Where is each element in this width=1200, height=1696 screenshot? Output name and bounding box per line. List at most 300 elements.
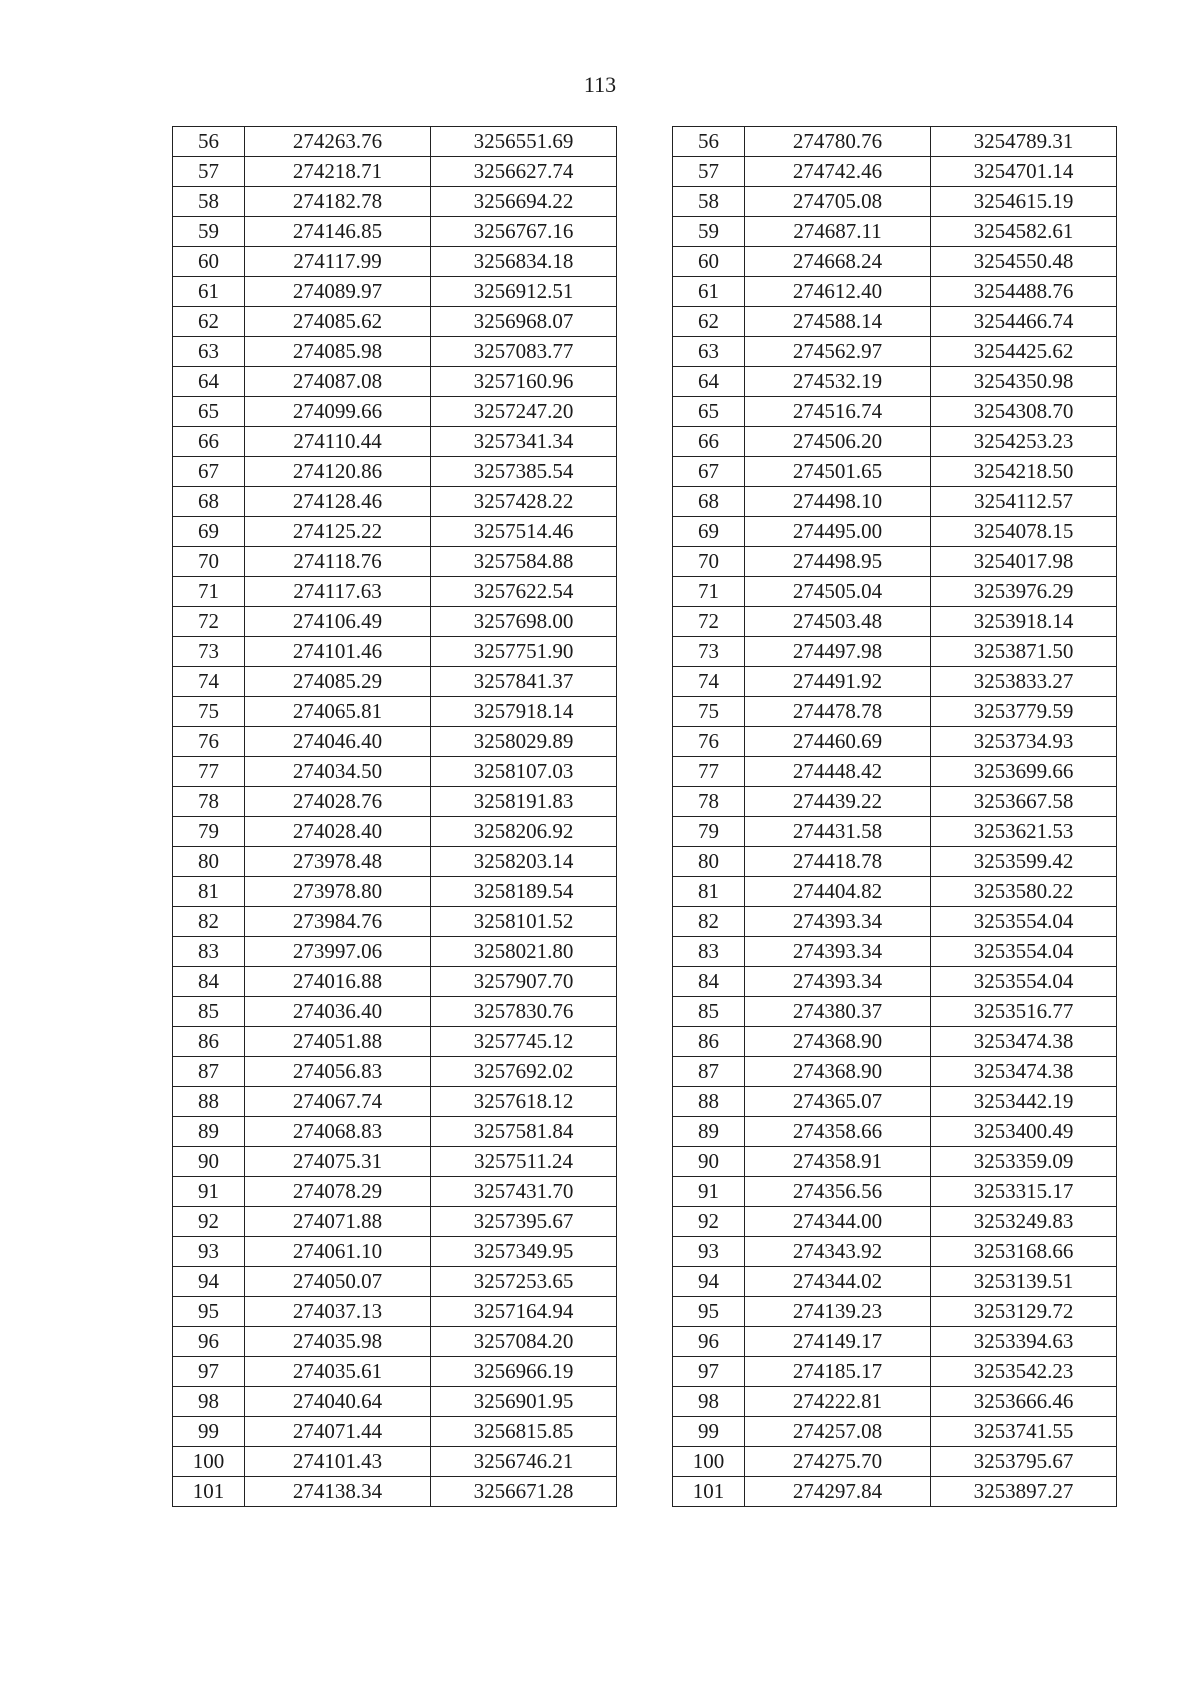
left-x-coordinate-cell: 274106.49 <box>245 607 431 637</box>
column-gap <box>617 817 673 847</box>
column-gap <box>617 1237 673 1267</box>
right-x-coordinate-cell: 274344.02 <box>745 1267 931 1297</box>
column-gap <box>617 667 673 697</box>
left-point-number-cell: 83 <box>173 937 245 967</box>
left-y-coordinate-cell: 3257160.96 <box>431 367 617 397</box>
right-y-coordinate-cell: 3254466.74 <box>931 307 1117 337</box>
right-point-number-cell: 63 <box>673 337 745 367</box>
left-y-coordinate-cell: 3257581.84 <box>431 1117 617 1147</box>
left-y-coordinate-cell: 3257584.88 <box>431 547 617 577</box>
right-x-coordinate-cell: 274368.90 <box>745 1057 931 1087</box>
column-gap <box>617 877 673 907</box>
table-row <box>173 1237 1117 1267</box>
left-x-coordinate-cell: 274125.22 <box>245 517 431 547</box>
column-gap <box>617 757 673 787</box>
left-y-coordinate-cell: 3256767.16 <box>431 217 617 247</box>
left-point-number-cell: 86 <box>173 1027 245 1057</box>
right-point-number-cell: 84 <box>673 967 745 997</box>
right-y-coordinate-cell: 3253779.59 <box>931 697 1117 727</box>
right-y-coordinate-cell: 3253871.50 <box>931 637 1117 667</box>
left-point-number-cell: 69 <box>173 517 245 547</box>
right-point-number-cell: 56 <box>673 127 745 157</box>
column-gap <box>617 1117 673 1147</box>
left-y-coordinate-cell: 3257083.77 <box>431 337 617 367</box>
right-point-number-cell: 74 <box>673 667 745 697</box>
right-y-coordinate-cell: 3253168.66 <box>931 1237 1117 1267</box>
left-point-number-cell: 57 <box>173 157 245 187</box>
column-gap <box>617 457 673 487</box>
column-gap <box>617 1477 673 1507</box>
left-y-coordinate-cell: 3257431.70 <box>431 1177 617 1207</box>
left-y-coordinate-cell: 3257164.94 <box>431 1297 617 1327</box>
left-point-number-cell: 60 <box>173 247 245 277</box>
table-row <box>173 1147 1117 1177</box>
right-point-number-cell: 66 <box>673 427 745 457</box>
right-point-number-cell: 92 <box>673 1207 745 1237</box>
right-point-number-cell: 86 <box>673 1027 745 1057</box>
right-x-coordinate-cell: 274742.46 <box>745 157 931 187</box>
right-y-coordinate-cell: 3253542.23 <box>931 1357 1117 1387</box>
table-row <box>173 307 1117 337</box>
left-point-number-cell: 97 <box>173 1357 245 1387</box>
right-x-coordinate-cell: 274505.04 <box>745 577 931 607</box>
left-point-number-cell: 93 <box>173 1237 245 1267</box>
right-y-coordinate-cell: 3253516.77 <box>931 997 1117 1027</box>
table-row <box>173 127 1117 157</box>
left-x-coordinate-cell: 274117.63 <box>245 577 431 607</box>
right-point-number-cell: 67 <box>673 457 745 487</box>
right-y-coordinate-cell: 3254308.70 <box>931 397 1117 427</box>
column-gap <box>617 1327 673 1357</box>
table-row <box>173 937 1117 967</box>
left-x-coordinate-cell: 273984.76 <box>245 907 431 937</box>
right-x-coordinate-cell: 274185.17 <box>745 1357 931 1387</box>
column-gap <box>617 937 673 967</box>
table-row <box>173 1417 1117 1447</box>
right-point-number-cell: 64 <box>673 367 745 397</box>
right-y-coordinate-cell: 3254112.57 <box>931 487 1117 517</box>
left-x-coordinate-cell: 274085.98 <box>245 337 431 367</box>
right-y-coordinate-cell: 3253139.51 <box>931 1267 1117 1297</box>
table-row <box>173 1387 1117 1417</box>
left-y-coordinate-cell: 3257622.54 <box>431 577 617 607</box>
table-row <box>173 187 1117 217</box>
left-x-coordinate-cell: 274110.44 <box>245 427 431 457</box>
right-point-number-cell: 88 <box>673 1087 745 1117</box>
right-y-coordinate-cell: 3253580.22 <box>931 877 1117 907</box>
table-row <box>173 1477 1117 1507</box>
right-x-coordinate-cell: 274460.69 <box>745 727 931 757</box>
right-x-coordinate-cell: 274358.91 <box>745 1147 931 1177</box>
left-y-coordinate-cell: 3256671.28 <box>431 1477 617 1507</box>
right-x-coordinate-cell: 274139.23 <box>745 1297 931 1327</box>
left-x-coordinate-cell: 274028.40 <box>245 817 431 847</box>
left-point-number-cell: 81 <box>173 877 245 907</box>
table-row <box>173 247 1117 277</box>
right-y-coordinate-cell: 3253400.49 <box>931 1117 1117 1147</box>
table-row <box>173 1267 1117 1297</box>
table-row <box>173 547 1117 577</box>
table-row <box>173 577 1117 607</box>
left-x-coordinate-cell: 274099.66 <box>245 397 431 427</box>
column-gap <box>617 487 673 517</box>
right-point-number-cell: 101 <box>673 1477 745 1507</box>
left-x-coordinate-cell: 274065.81 <box>245 697 431 727</box>
table-row <box>173 1447 1117 1477</box>
left-y-coordinate-cell: 3256746.21 <box>431 1447 617 1477</box>
left-point-number-cell: 72 <box>173 607 245 637</box>
right-y-coordinate-cell: 3254615.19 <box>931 187 1117 217</box>
right-point-number-cell: 75 <box>673 697 745 727</box>
right-point-number-cell: 68 <box>673 487 745 517</box>
table-row <box>173 1117 1117 1147</box>
right-point-number-cell: 96 <box>673 1327 745 1357</box>
left-point-number-cell: 65 <box>173 397 245 427</box>
right-y-coordinate-cell: 3254078.15 <box>931 517 1117 547</box>
right-y-coordinate-cell: 3253129.72 <box>931 1297 1117 1327</box>
table-row <box>173 1297 1117 1327</box>
right-x-coordinate-cell: 274448.42 <box>745 757 931 787</box>
right-y-coordinate-cell: 3253897.27 <box>931 1477 1117 1507</box>
right-point-number-cell: 71 <box>673 577 745 607</box>
right-x-coordinate-cell: 274393.34 <box>745 967 931 997</box>
right-y-coordinate-cell: 3253976.29 <box>931 577 1117 607</box>
right-point-number-cell: 81 <box>673 877 745 907</box>
left-x-coordinate-cell: 274046.40 <box>245 727 431 757</box>
table-row <box>173 1027 1117 1057</box>
right-x-coordinate-cell: 274516.74 <box>745 397 931 427</box>
column-gap <box>617 967 673 997</box>
right-point-number-cell: 91 <box>673 1177 745 1207</box>
right-y-coordinate-cell: 3253599.42 <box>931 847 1117 877</box>
table-row <box>173 427 1117 457</box>
right-point-number-cell: 82 <box>673 907 745 937</box>
left-x-coordinate-cell: 274138.34 <box>245 1477 431 1507</box>
right-y-coordinate-cell: 3253474.38 <box>931 1057 1117 1087</box>
right-point-number-cell: 89 <box>673 1117 745 1147</box>
right-y-coordinate-cell: 3254017.98 <box>931 547 1117 577</box>
table-row <box>173 1207 1117 1237</box>
left-y-coordinate-cell: 3257751.90 <box>431 637 617 667</box>
left-y-coordinate-cell: 3257841.37 <box>431 667 617 697</box>
right-x-coordinate-cell: 274343.92 <box>745 1237 931 1267</box>
left-y-coordinate-cell: 3258029.89 <box>431 727 617 757</box>
left-point-number-cell: 85 <box>173 997 245 1027</box>
left-point-number-cell: 77 <box>173 757 245 787</box>
left-y-coordinate-cell: 3256912.51 <box>431 277 617 307</box>
table-row <box>173 997 1117 1027</box>
left-point-number-cell: 76 <box>173 727 245 757</box>
left-x-coordinate-cell: 274071.44 <box>245 1417 431 1447</box>
right-x-coordinate-cell: 274404.82 <box>745 877 931 907</box>
left-y-coordinate-cell: 3256966.19 <box>431 1357 617 1387</box>
right-y-coordinate-cell: 3253359.09 <box>931 1147 1117 1177</box>
right-x-coordinate-cell: 274705.08 <box>745 187 931 217</box>
right-point-number-cell: 77 <box>673 757 745 787</box>
left-x-coordinate-cell: 274040.64 <box>245 1387 431 1417</box>
left-y-coordinate-cell: 3257692.02 <box>431 1057 617 1087</box>
table-row <box>173 1177 1117 1207</box>
left-point-number-cell: 71 <box>173 577 245 607</box>
left-point-number-cell: 80 <box>173 847 245 877</box>
left-point-number-cell: 66 <box>173 427 245 457</box>
left-point-number-cell: 78 <box>173 787 245 817</box>
left-point-number-cell: 87 <box>173 1057 245 1087</box>
left-point-number-cell: 63 <box>173 337 245 367</box>
right-x-coordinate-cell: 274501.65 <box>745 457 931 487</box>
table-row <box>173 217 1117 247</box>
right-x-coordinate-cell: 274498.10 <box>745 487 931 517</box>
column-gap <box>617 1417 673 1447</box>
table-row <box>173 907 1117 937</box>
left-x-coordinate-cell: 274050.07 <box>245 1267 431 1297</box>
right-x-coordinate-cell: 274497.98 <box>745 637 931 667</box>
right-x-coordinate-cell: 274365.07 <box>745 1087 931 1117</box>
right-point-number-cell: 62 <box>673 307 745 337</box>
table-row <box>173 637 1117 667</box>
left-point-number-cell: 64 <box>173 367 245 397</box>
left-x-coordinate-cell: 274034.50 <box>245 757 431 787</box>
right-y-coordinate-cell: 3253795.67 <box>931 1447 1117 1477</box>
column-gap <box>617 1027 673 1057</box>
column-gap <box>617 1447 673 1477</box>
left-y-coordinate-cell: 3256694.22 <box>431 187 617 217</box>
column-gap <box>617 1297 673 1327</box>
left-x-coordinate-cell: 274037.13 <box>245 1297 431 1327</box>
table-row <box>173 667 1117 697</box>
left-x-coordinate-cell: 274056.83 <box>245 1057 431 1087</box>
right-point-number-cell: 76 <box>673 727 745 757</box>
left-point-number-cell: 91 <box>173 1177 245 1207</box>
right-y-coordinate-cell: 3253621.53 <box>931 817 1117 847</box>
right-x-coordinate-cell: 274439.22 <box>745 787 931 817</box>
table-row <box>173 877 1117 907</box>
left-x-coordinate-cell: 274263.76 <box>245 127 431 157</box>
right-y-coordinate-cell: 3253699.66 <box>931 757 1117 787</box>
table-row <box>173 697 1117 727</box>
column-gap <box>617 217 673 247</box>
left-point-number-cell: 99 <box>173 1417 245 1447</box>
column-gap <box>617 997 673 1027</box>
right-x-coordinate-cell: 274532.19 <box>745 367 931 397</box>
left-y-coordinate-cell: 3258191.83 <box>431 787 617 817</box>
left-y-coordinate-cell: 3257247.20 <box>431 397 617 427</box>
left-x-coordinate-cell: 274128.46 <box>245 487 431 517</box>
left-y-coordinate-cell: 3256901.95 <box>431 1387 617 1417</box>
table-row <box>173 1357 1117 1387</box>
right-y-coordinate-cell: 3254253.23 <box>931 427 1117 457</box>
left-point-number-cell: 95 <box>173 1297 245 1327</box>
left-point-number-cell: 61 <box>173 277 245 307</box>
right-x-coordinate-cell: 274431.58 <box>745 817 931 847</box>
right-x-coordinate-cell: 274503.48 <box>745 607 931 637</box>
left-x-coordinate-cell: 274035.98 <box>245 1327 431 1357</box>
left-x-coordinate-cell: 274035.61 <box>245 1357 431 1387</box>
table-row <box>173 277 1117 307</box>
column-gap <box>617 307 673 337</box>
column-gap <box>617 1177 673 1207</box>
right-point-number-cell: 58 <box>673 187 745 217</box>
right-y-coordinate-cell: 3254789.31 <box>931 127 1117 157</box>
column-gap <box>617 547 673 577</box>
right-x-coordinate-cell: 274668.24 <box>745 247 931 277</box>
table-row <box>173 157 1117 187</box>
left-y-coordinate-cell: 3257511.24 <box>431 1147 617 1177</box>
column-gap <box>617 337 673 367</box>
right-x-coordinate-cell: 274588.14 <box>745 307 931 337</box>
left-point-number-cell: 98 <box>173 1387 245 1417</box>
right-y-coordinate-cell: 3253666.46 <box>931 1387 1117 1417</box>
left-x-coordinate-cell: 274218.71 <box>245 157 431 187</box>
right-x-coordinate-cell: 274393.34 <box>745 937 931 967</box>
table-row <box>173 787 1117 817</box>
table-row <box>173 1087 1117 1117</box>
column-gap <box>617 1357 673 1387</box>
right-point-number-cell: 100 <box>673 1447 745 1477</box>
right-y-coordinate-cell: 3253554.04 <box>931 937 1117 967</box>
left-x-coordinate-cell: 274101.46 <box>245 637 431 667</box>
left-point-number-cell: 89 <box>173 1117 245 1147</box>
column-gap <box>617 1387 673 1417</box>
right-point-number-cell: 80 <box>673 847 745 877</box>
left-point-number-cell: 73 <box>173 637 245 667</box>
coordinates-table-body <box>173 127 1117 1507</box>
left-point-number-cell: 67 <box>173 457 245 487</box>
right-x-coordinate-cell: 274687.11 <box>745 217 931 247</box>
table-row <box>173 487 1117 517</box>
left-y-coordinate-cell: 3256815.85 <box>431 1417 617 1447</box>
right-y-coordinate-cell: 3253442.19 <box>931 1087 1117 1117</box>
column-gap <box>617 907 673 937</box>
right-y-coordinate-cell: 3254550.48 <box>931 247 1117 277</box>
left-y-coordinate-cell: 3257253.65 <box>431 1267 617 1297</box>
table-row <box>173 397 1117 427</box>
right-point-number-cell: 65 <box>673 397 745 427</box>
left-x-coordinate-cell: 274087.08 <box>245 367 431 397</box>
right-point-number-cell: 90 <box>673 1147 745 1177</box>
right-x-coordinate-cell: 274358.66 <box>745 1117 931 1147</box>
right-x-coordinate-cell: 274491.92 <box>745 667 931 697</box>
right-x-coordinate-cell: 274380.37 <box>745 997 931 1027</box>
left-y-coordinate-cell: 3257830.76 <box>431 997 617 1027</box>
left-x-coordinate-cell: 274067.74 <box>245 1087 431 1117</box>
left-x-coordinate-cell: 274028.76 <box>245 787 431 817</box>
left-point-number-cell: 58 <box>173 187 245 217</box>
right-x-coordinate-cell: 274368.90 <box>745 1027 931 1057</box>
left-y-coordinate-cell: 3257618.12 <box>431 1087 617 1117</box>
left-y-coordinate-cell: 3258101.52 <box>431 907 617 937</box>
left-x-coordinate-cell: 274101.43 <box>245 1447 431 1477</box>
column-gap <box>617 277 673 307</box>
table-row <box>173 757 1117 787</box>
left-x-coordinate-cell: 274118.76 <box>245 547 431 577</box>
left-x-coordinate-cell: 274078.29 <box>245 1177 431 1207</box>
left-x-coordinate-cell: 273978.48 <box>245 847 431 877</box>
left-point-number-cell: 82 <box>173 907 245 937</box>
left-y-coordinate-cell: 3257341.34 <box>431 427 617 457</box>
left-point-number-cell: 75 <box>173 697 245 727</box>
right-y-coordinate-cell: 3253667.58 <box>931 787 1117 817</box>
left-x-coordinate-cell: 274085.29 <box>245 667 431 697</box>
right-point-number-cell: 98 <box>673 1387 745 1417</box>
right-x-coordinate-cell: 274356.56 <box>745 1177 931 1207</box>
left-point-number-cell: 92 <box>173 1207 245 1237</box>
right-point-number-cell: 60 <box>673 247 745 277</box>
table-row <box>173 847 1117 877</box>
column-gap <box>617 787 673 817</box>
right-point-number-cell: 83 <box>673 937 745 967</box>
left-point-number-cell: 96 <box>173 1327 245 1357</box>
left-point-number-cell: 74 <box>173 667 245 697</box>
table-row <box>173 457 1117 487</box>
right-y-coordinate-cell: 3253249.83 <box>931 1207 1117 1237</box>
left-y-coordinate-cell: 3258203.14 <box>431 847 617 877</box>
right-point-number-cell: 85 <box>673 997 745 1027</box>
column-gap <box>617 517 673 547</box>
column-gap <box>617 1207 673 1237</box>
left-x-coordinate-cell: 274075.31 <box>245 1147 431 1177</box>
table-row <box>173 367 1117 397</box>
left-x-coordinate-cell: 274120.86 <box>245 457 431 487</box>
right-y-coordinate-cell: 3254582.61 <box>931 217 1117 247</box>
left-point-number-cell: 100 <box>173 1447 245 1477</box>
right-point-number-cell: 79 <box>673 817 745 847</box>
table-row <box>173 337 1117 367</box>
table-row <box>173 1057 1117 1087</box>
left-x-coordinate-cell: 274016.88 <box>245 967 431 997</box>
table-row <box>173 607 1117 637</box>
column-gap <box>617 727 673 757</box>
left-y-coordinate-cell: 3257395.67 <box>431 1207 617 1237</box>
right-x-coordinate-cell: 274612.40 <box>745 277 931 307</box>
left-y-coordinate-cell: 3257385.54 <box>431 457 617 487</box>
left-point-number-cell: 62 <box>173 307 245 337</box>
right-x-coordinate-cell: 274222.81 <box>745 1387 931 1417</box>
right-point-number-cell: 93 <box>673 1237 745 1267</box>
column-gap <box>617 1087 673 1117</box>
left-y-coordinate-cell: 3257907.70 <box>431 967 617 997</box>
right-x-coordinate-cell: 274418.78 <box>745 847 931 877</box>
left-x-coordinate-cell: 274061.10 <box>245 1237 431 1267</box>
right-y-coordinate-cell: 3254425.62 <box>931 337 1117 367</box>
left-x-coordinate-cell: 274146.85 <box>245 217 431 247</box>
table-row <box>173 817 1117 847</box>
right-x-coordinate-cell: 274344.00 <box>745 1207 931 1237</box>
left-point-number-cell: 59 <box>173 217 245 247</box>
column-gap <box>617 607 673 637</box>
coordinates-table <box>172 126 1117 1507</box>
right-x-coordinate-cell: 274149.17 <box>745 1327 931 1357</box>
right-y-coordinate-cell: 3253474.38 <box>931 1027 1117 1057</box>
column-gap <box>617 247 673 277</box>
left-y-coordinate-cell: 3258189.54 <box>431 877 617 907</box>
column-gap <box>617 697 673 727</box>
column-gap <box>617 127 673 157</box>
left-y-coordinate-cell: 3257698.00 <box>431 607 617 637</box>
right-x-coordinate-cell: 274498.95 <box>745 547 931 577</box>
right-point-number-cell: 73 <box>673 637 745 667</box>
left-x-coordinate-cell: 274089.97 <box>245 277 431 307</box>
column-gap <box>617 577 673 607</box>
right-point-number-cell: 87 <box>673 1057 745 1087</box>
right-y-coordinate-cell: 3253918.14 <box>931 607 1117 637</box>
left-point-number-cell: 56 <box>173 127 245 157</box>
right-x-coordinate-cell: 274506.20 <box>745 427 931 457</box>
right-y-coordinate-cell: 3253315.17 <box>931 1177 1117 1207</box>
left-y-coordinate-cell: 3258206.92 <box>431 817 617 847</box>
left-point-number-cell: 88 <box>173 1087 245 1117</box>
right-x-coordinate-cell: 274393.34 <box>745 907 931 937</box>
